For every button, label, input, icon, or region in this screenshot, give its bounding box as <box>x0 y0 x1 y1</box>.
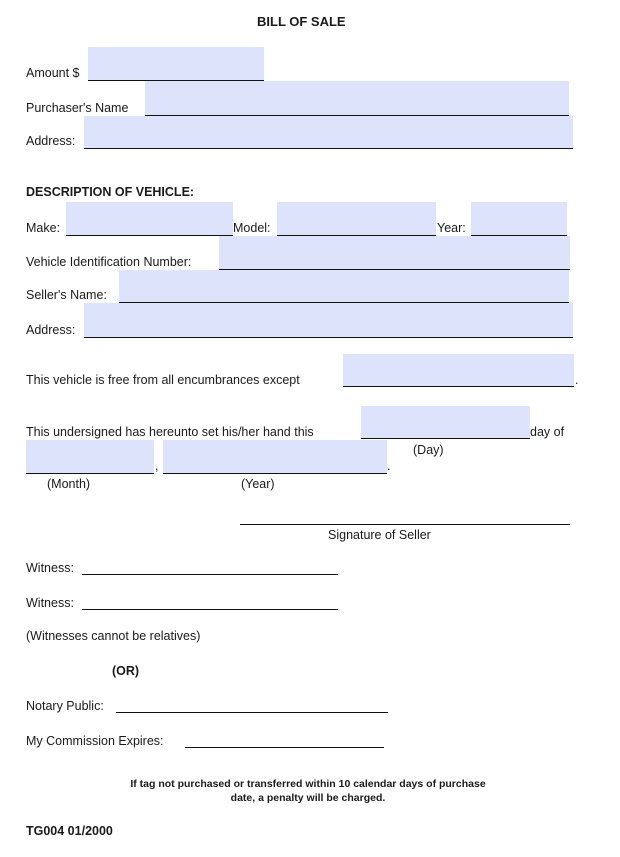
amount-field[interactable] <box>88 47 264 80</box>
notary-line[interactable] <box>116 712 388 713</box>
signature-caption: Signature of Seller <box>328 528 431 542</box>
purchaser-name-field[interactable] <box>145 81 569 115</box>
month-comma: , <box>155 459 159 473</box>
commission-label: My Commission Expires: <box>26 734 164 748</box>
witness2-line[interactable] <box>82 609 338 610</box>
or-text: (OR) <box>112 664 140 678</box>
notary-label: Notary Public: <box>26 699 104 713</box>
make-field[interactable] <box>66 202 233 235</box>
month-caption: (Month) <box>47 477 91 491</box>
witness1-line[interactable] <box>82 574 338 575</box>
document-title: BILL OF SALE <box>257 14 346 29</box>
witness-note: (Witnesses cannot be relatives) <box>26 629 201 643</box>
purchaser-address-field[interactable] <box>84 116 573 148</box>
encumbrances-underline <box>343 386 574 387</box>
seller-name-field[interactable] <box>119 270 569 302</box>
sign-year-caption: (Year) <box>241 477 275 491</box>
model-label: Model: <box>233 221 271 235</box>
form-code: TG004 01/2000 <box>26 824 113 838</box>
seller-address-field[interactable] <box>84 303 573 337</box>
encumbrances-field[interactable] <box>343 354 574 386</box>
purchaser-address-underline <box>84 148 573 149</box>
commission-line[interactable] <box>185 747 384 748</box>
month-field[interactable] <box>26 440 154 473</box>
undersigned-text: This undersigned has hereunto set his/her hand this <box>26 425 314 439</box>
vin-field[interactable] <box>219 236 570 269</box>
month-underline <box>26 473 154 474</box>
penalty-notice <box>60 777 556 805</box>
encumbrances-text: This vehicle is free from all encumbrances except <box>26 373 300 387</box>
seller-address-label: Address: <box>26 323 76 337</box>
day-of-text: day of <box>530 425 565 439</box>
penalty-notice-line1: If tag not purchased or transferred within 10 calendar days of purchase <box>130 778 486 790</box>
purchaser-address-label: Address: <box>26 134 76 148</box>
amount-label: Amount $ <box>26 66 80 80</box>
make-label: Make: <box>26 221 61 235</box>
model-field[interactable] <box>277 202 436 235</box>
sign-year-field[interactable] <box>163 440 387 473</box>
seller-name-label: Seller's Name: <box>26 288 107 302</box>
seller-address-underline <box>84 337 573 338</box>
year-label: Year: <box>437 221 466 235</box>
signature-line[interactable] <box>240 524 570 525</box>
witness2-label: Witness: <box>26 596 74 610</box>
day-field[interactable] <box>361 406 530 438</box>
vin-label: Vehicle Identification Number: <box>26 255 192 269</box>
make-underline <box>66 235 233 236</box>
purchaser-name-label: Purchaser's Name <box>26 101 129 115</box>
vehicle-section-heading: DESCRIPTION OF VEHICLE: <box>26 185 195 199</box>
witness1-label: Witness: <box>26 561 74 575</box>
encumbrances-period: . <box>575 373 579 387</box>
penalty-notice-line2: date, a penalty will be charged. <box>230 792 386 804</box>
day-caption: (Day) <box>413 443 444 457</box>
day-underline <box>361 438 530 439</box>
year-field[interactable] <box>471 202 567 235</box>
sign-year-period: . <box>387 459 391 473</box>
sign-year-underline <box>163 473 387 474</box>
